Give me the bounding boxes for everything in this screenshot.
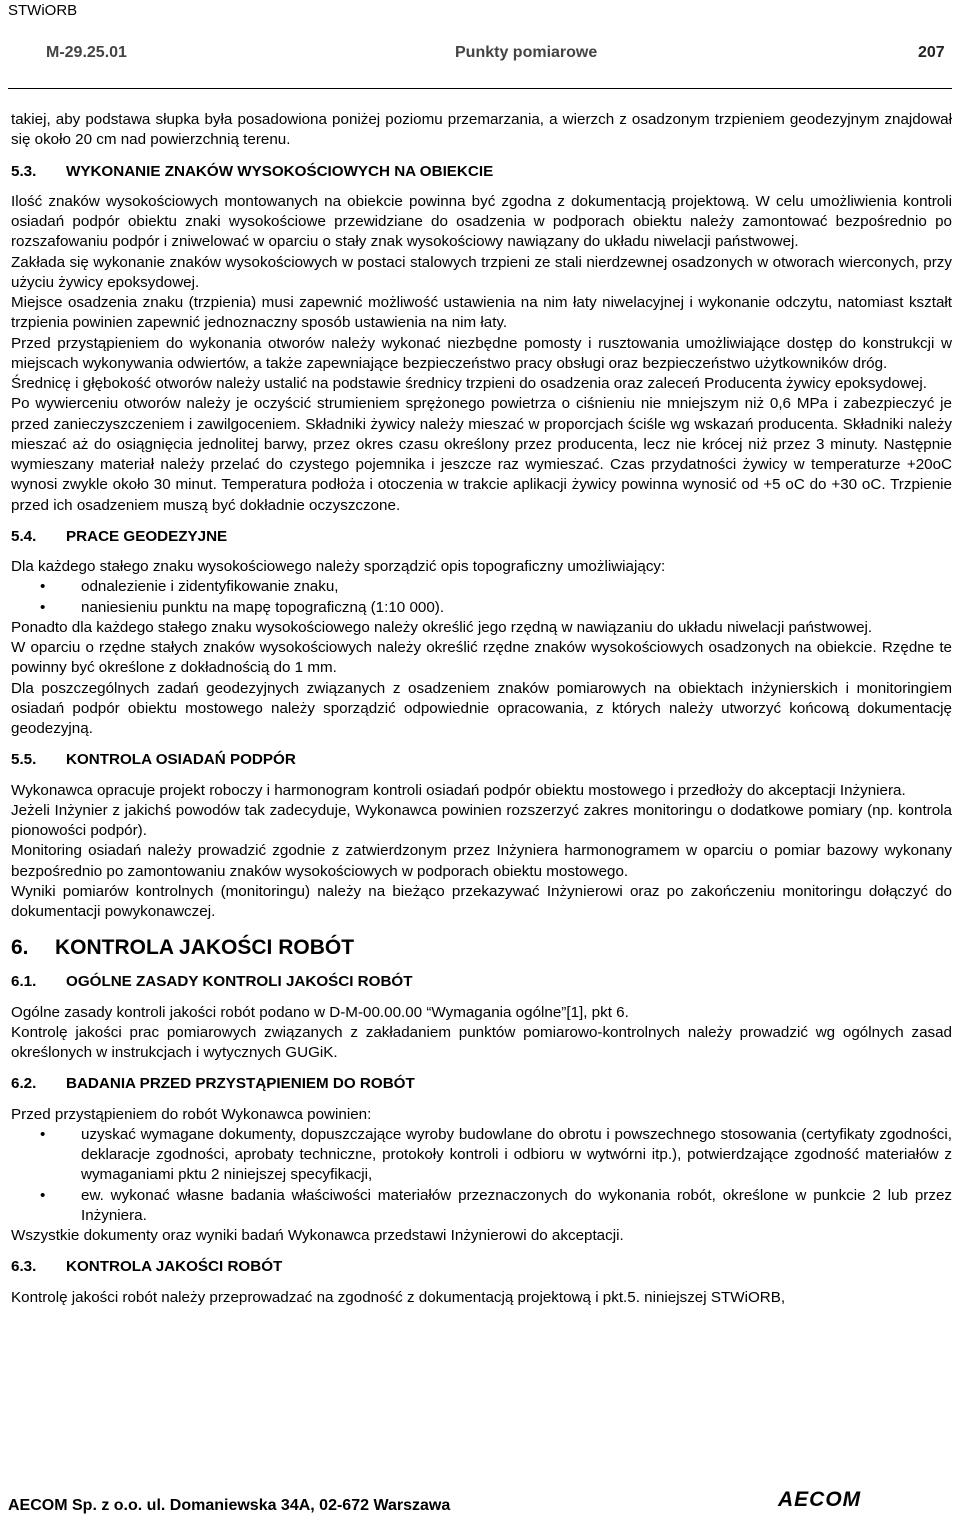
- logo-text: AECOM: [778, 1488, 862, 1511]
- list-item: • uzyskać wymagane dokumenty, dopuszczające wyroby budowlane do obrotu i powszechnego stosowania (certyfikaty zgodności, deklaracje zgodności, aprobaty techniczne, protokoły kontroli i odbioru w wytwórni itp.), potwierdzające zgodność materiałów z wymaganiami pktu 2 niniejszej specyfikacji,: [11, 1125, 952, 1186]
- paragraph: Wszystkie dokumenty oraz wyniki badań Wykonawca przedstawi Inżynierowi do akceptacji.: [11, 1227, 624, 1244]
- document-body: [11, 110, 952, 1308]
- paragraph: takiej, aby podstawa słupka była posadowiona poniżej poziomu przemarzania, a wierzch z osadzonym trzpieniem geodezyjnym znajdował się około 20 cm nad powierzchnią terenu.: [11, 111, 952, 149]
- section-title: Punkty pomiarowe: [455, 44, 598, 61]
- paragraph: W oparciu o rzędne stałych znaków wysokościowych należy określić rzędne znaków wysokościowych osadzonych na obiekcie. Rzędne te powinny być określone z dokładnością do 1 mm.: [11, 639, 952, 677]
- list-item: • ew. wykonać własne badania właściwości materiałów przeznaczonych do wykonania robót, określone w punkcie 2 lub przez Inżyniera.: [11, 1186, 952, 1227]
- aecom-logo: [778, 1488, 861, 1510]
- section-heading-6-2: [11, 1074, 952, 1094]
- paragraph: Wyniki pomiarów kontrolnych (monitoringu) należy na bieżąco przekazywać Inżynierowi oraz po zakończeniu monitoringu dołączyć do dokumentacji powykonawczej.: [11, 882, 952, 920]
- footer-address: AECOM Sp. z o.o. ul. Domaniewska 34A, 02-672 Warszawa: [8, 1497, 451, 1514]
- section-heading-text: KONTROLA JAKOŚCI ROBÓT: [66, 1258, 283, 1276]
- section-heading-text: PRACE GEODEZYJNE: [66, 527, 228, 545]
- section-heading-text: WYKONANIE ZNAKÓW WYSOKOŚCIOWYCH NA OBIEKCIE: [66, 162, 494, 180]
- paragraph: Monitoring osiadań należy prowadzić zgodnie z zatwierdzonym przez Inżyniera harmonogramem w oparciu o pomiar bazowy wykonany bezpośrednio po zamontowaniu znaków wysokościowych w podporach obiektu mostowego.: [11, 842, 952, 880]
- paragraph: Kontrolę jakości robót należy przeprowadzać na zgodność z dokumentacją projektową i pkt.5. niniejszej STWiORB,: [11, 1288, 786, 1306]
- paragraph: Jeżeli Inżynier z jakichś powodów tak zadecyduje, Wykonawca powinien rozszerzyć zakres monitoringu o dodatkowe pomiary (np. kontrola pionowości podpór).: [11, 801, 952, 839]
- bullet-list: [11, 577, 952, 618]
- paragraph: Kontrolę jakości prac pomiarowych związanych z zakładaniem punktów pomiarowo-kontrolnych należy prowadzić wg ogólnych zasad określonych w instrukcjach i wytycznych GUGiK.: [11, 1023, 952, 1061]
- paragraph: Dla poszczególnych zadań geodezyjnych związanych z osadzeniem znaków pomiarowych na obiektach inżynierskich i monitoringiem osiadań podpór obiektu mostowego należy sporządzić odpowiednie opracowania, z których należy utworzyć końcową dokumentację geodezyjną.: [11, 679, 952, 737]
- section-heading-5-3: [11, 162, 952, 182]
- paragraph: Dla każdego stałego znaku wysokościowego należy sporządzić opis topograficzny umożliwiający:: [11, 558, 666, 575]
- paragraph: Po wywierceniu otworów należy je oczyścić strumieniem sprężonego powietrza o ciśnieniu nie mniejszym niż 0,6 MPa i zabezpieczyć je przed zanieczyszczeniem i zawilgoceniem. Składniki żywicy należy mieszać w proporcjach ściśle wg wskazań producenta. Składniki należy mieszać aż do osiągnięcia jednolitej barwy, przez okres czasu określony przez producenta, lecz nie krócej niż przez 3 minuty. Następnie wymieszany materiał należy przelać do czystego pojemnika i jeszcze raz wymieszać. Czas przydatności żywicy w temperaturze +20oC wynosi zwykle około 30 minut. Temperatura podłoża i otoczenia w trakcie aplikacji żywicy powinna wynosić od +5 oC do +30 oC. Trzpienie przed ich osadzeniem muszą być dokładnie oczyszczone.: [11, 395, 952, 514]
- paragraph: Miejsce osadzenia znaku (trzpienia) musi zapewnić możliwość ustawienia na nim łaty niwelacyjnej i wykonanie odczytu, natomiast kształt trzpienia powinien zapewnić jednoznaczny sposób ustawienia na nim łaty.: [11, 294, 952, 332]
- section-heading-text: KONTROLA OSIADAŃ PODPÓR: [66, 751, 296, 769]
- section-number: 5.5.: [11, 751, 37, 769]
- spec-code: M-29.25.01: [46, 44, 127, 61]
- paragraph: Ogólne zasady kontroli jakości robót podano w D-M-00.00.00 “Wymagania ogólne”[1], pkt 6.: [11, 1003, 629, 1021]
- paragraph: Zakłada się wykonanie znaków wysokościowych w postaci stalowych trzpieni ze stali nierdzewnej osadzonych w otworach wierconych, przy użyciu żywicy epoksydowej.: [11, 253, 952, 291]
- section-number: 5.3.: [11, 162, 37, 180]
- section-number: 5.4.: [11, 527, 37, 545]
- paragraph: Ponadto dla każdego stałego znaku wysokościowego należy określić jego rzędną w nawiązaniu do układu niwelacji państwowej.: [11, 618, 873, 636]
- section-heading-5-5: [11, 750, 952, 770]
- section-number: 6.3.: [11, 1258, 37, 1276]
- section-heading-text: BADANIA PRZED PRZYSTĄPIENIEM DO ROBÓT: [66, 1075, 415, 1093]
- section-heading-6-1: [11, 972, 952, 992]
- section-number: 6.2.: [11, 1075, 37, 1093]
- paragraph: Ilość znaków wysokościowych montowanych na obiekcie powinna być zgodna z dokumentacją projektową. W celu umożliwienia kontroli osiadań podpór obiektu znaki wysokościowe przewidziane do osadzenia w podporach obiektu należy zamontować bezpośrednio po rozszafowaniu podpór i zniwelować w oparciu o stały znak wysokościowy nawiązany do układu niwelacji państwowej.: [11, 192, 952, 251]
- chapter-heading-text: KONTROLA JAKOŚCI ROBÓT: [55, 936, 355, 960]
- paragraph: Przed przystąpieniem do robót Wykonawca powinien:: [11, 1105, 372, 1123]
- header-divider: [8, 88, 952, 89]
- chapter-heading-6: [11, 935, 952, 961]
- page-number: 207: [918, 44, 945, 61]
- paragraph: Przed przystąpieniem do wykonania otworów należy wykonać niezbędne pomosty i rusztowania umożliwiające dostęp do konstrukcji w miejscach wykonywania odwiertów, a także zapewniające bezpieczeństwo pracy obsługi oraz bezpieczeństwo użytkowników dróg.: [11, 334, 952, 372]
- list-item: • naniesieniu punktu na mapę topograficzną (1:10 000).: [11, 598, 952, 618]
- list-item: • odnalezienie i zidentyfikowanie znaku,: [11, 577, 952, 597]
- chapter-number: 6.: [11, 936, 29, 960]
- section-heading-6-3: [11, 1257, 952, 1277]
- bullet-list: [11, 1125, 952, 1226]
- paragraph: Średnicę i głębokość otworów należy ustalić na podstawie średnicy trzpieni do osadzenia oraz zaleceń Producenta żywicy epoksydowej.: [11, 375, 927, 392]
- paragraph: Wykonawca opracuje projekt roboczy i harmonogram kontroli osiadań podpór obiektu mostowego i przedłoży do akceptacji Inżyniera.: [11, 781, 906, 799]
- document-title: STWiORB: [8, 2, 78, 19]
- section-heading-text: OGÓLNE ZASADY KONTROLI JAKOŚCI ROBÓT: [66, 973, 413, 991]
- section-heading-5-4: [11, 527, 952, 547]
- section-number: 6.1.: [11, 973, 37, 991]
